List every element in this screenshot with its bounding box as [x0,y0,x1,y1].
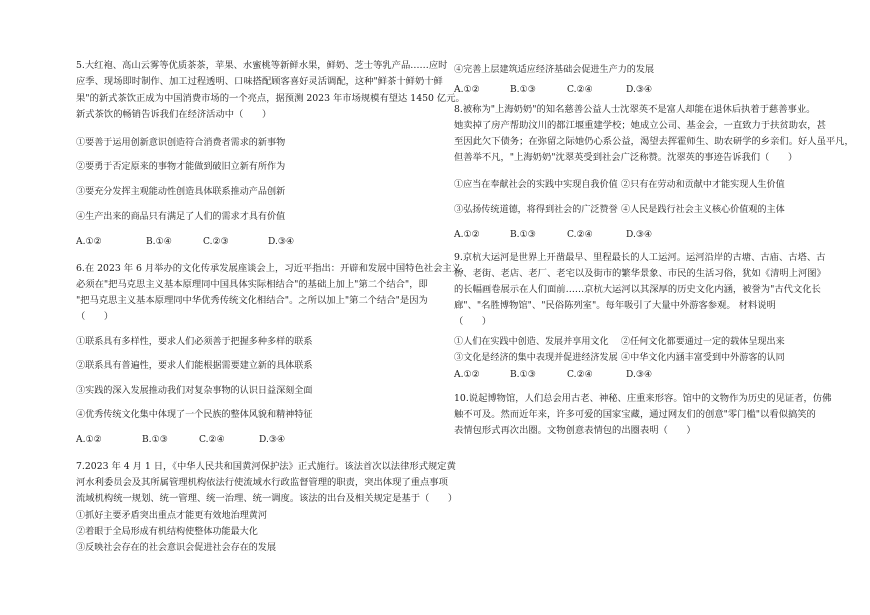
question-7-stem-line-1: 7.2023 年 4 月 1 日，《中华人民共和国黄河保护法》正式施行。该法首次以法律形式规定黄 [76,461,456,472]
question-5-stem-line-1: 5.大红袍、高山云雾等优质茶茶，苹果、水蜜桃等新鲜水果，鲜奶、芝士等乳产品……应时 [76,60,448,71]
question-8-item-2: ②只有在劳动和贡献中才能实现人生价值 [621,180,785,190]
question-6-option-c: C.②④ [199,435,225,445]
question-7-option-c: C.②④ [567,85,593,95]
question-6-item-3: ③实践的深入发展推动我们对复杂事物的认识日益深刻全面 [76,386,313,396]
question-8-item-4: ④人民是践行社会主义核心价值观的主体 [621,205,785,215]
question-5-option-b: B.①④ [146,237,172,247]
question-7-stem-line-2: 河水利委员会及其所属管理机构依法行使流域水行政监督管理的职责，突出体现了重点事项 [76,477,448,488]
question-8-option-d: D.③④ [626,230,653,240]
question-8-option-c: C.②④ [567,230,593,240]
question-5-option-c: C.②③ [203,237,229,247]
question-5-stem-line-4: 新式茶饮的畅销告诉我们在经济活动中（ ） [76,109,272,120]
question-5-option-d: D.③④ [268,237,295,247]
question-7-option-a: A.①② [454,85,480,95]
question-7-stem-line-3: 流域机构统一规划、统一管理、统一治理、统一调度。该法的出台及相关规定是基于（ ） [76,493,458,504]
question-8-option-b: B.①③ [510,230,536,240]
question-10-stem-line-2: 触不可及。然而近年来，许多可爱的国家宝藏，通过网友们的创意"零门槛"以看似搞笑的 [454,409,816,420]
right-column [435,0,870,615]
question-8-item-3: ③弘扬传统道德，将得到社会的广泛赞誉 [454,205,618,215]
question-9-option-b: B.①③ [510,370,536,380]
question-6-item-4: ④优秀传统文化集中体现了一个民族的整体风貌和精神特征 [76,410,313,420]
question-6-stem-line-1: 6.在 2023 年 6 月举办的文化传承发展座谈会上，习近平指出：开辟和发展中国特色社会主义， [76,263,471,274]
question-10-stem-line-1: 10.说起博物馆，人们总会用古老、神秘、庄重来形容。馆中的文物作为历史的见证者，仿佛 [454,393,832,404]
question-9-item-3: ③文化是经济的集中表现并促进经济发展 [454,353,618,363]
question-5-item-4: ④生产出来的商品只有满足了人们的需求才具有价值 [76,212,286,222]
question-9-item-2: ②任何文化都要通过一定的载体呈现出来 [621,337,785,347]
question-9-option-c: C.②④ [567,370,593,380]
question-5-item-3: ③要充分发挥主观能动性创造具体联系推动产品创新 [76,187,286,197]
question-6-stem-line-3: "把马克思主义基本原理同中华优秀传统文化相结合"。之所以加上"第二个结合"是因为 [76,295,428,306]
question-6-stem-line-2: 必须在"把马克思主义基本原理同中国具体实际相结合"的基础上加上"第二个结合"，即 [76,279,428,290]
question-5-item-1: ①要善于运用创新意识创造符合消费者需求的新事物 [76,138,286,148]
question-6-stem-line-4: （ ） [76,311,114,322]
question-7-item-4: ④完善上层建筑适应经济基础会促进生产力的发展 [454,65,655,75]
question-8-stem-line-3: 至因此欠下债务；在弥留之际她仍心系公益，渴望去挥霍师生、助农研学的乡亲们。好人虽平凡， [454,136,854,147]
question-5-option-a: A.①② [76,237,102,247]
question-6-option-d: D.③④ [259,435,286,445]
question-8-stem-line-2: 她卖掉了房产帮助汶川的都江堰重建学校；她成立公司、基金会，一直致力于扶贫助农，甚 [454,120,826,131]
question-5-item-2: ②要勇于否定原来的事物才能做到破旧立新有所作为 [76,162,286,172]
question-9-stem-line-4: 廊"、"名胜博物馆"、"民俗陈列室"。每年吸引了大量中外游客参观。 材料说明 [454,300,776,311]
question-7-item-2: ②着眼于全局形成有机结构使整体功能最大化 [76,527,258,537]
question-9-option-a: A.①② [454,370,480,380]
question-9-item-4: ④中华文化内涵丰富受到中外游客的认同 [621,353,785,363]
question-9-stem-line-3: 的长幅画卷展示在人们面前……京杭大运河以其深厚的历史文化内涵，被誉为"古代文化长 [454,284,821,295]
question-6-option-a: A.①② [76,435,102,445]
question-5-stem-line-2: 应季、现场即时制作、加工过程透明、口味搭配顾客喜好灵活调配，这种"鲜茶十鲜奶十鲜 [76,76,443,87]
question-7-option-d: D.③④ [626,85,653,95]
question-9-item-1: ①人们在实践中创造、发展并享用文化 [454,337,609,347]
question-5-stem-line-3: 果"的新式茶饮正成为中国消费市场的一个亮点，据预测 2023 年市场规模有望达 1450 亿元。 [76,93,465,104]
question-8-option-a: A.①② [454,230,480,240]
question-9-stem-line-5: （ ） [454,316,492,327]
question-7-item-3: ③反映社会存在的社会意识会促进社会存在的发展 [76,543,277,553]
question-7-option-b: B.①③ [510,85,536,95]
question-9-option-d: D.③④ [626,370,653,380]
question-8-item-1: ①应当在奉献社会的实践中实现自我价值 [454,180,618,190]
question-6-option-b: B.①③ [142,435,168,445]
question-9-stem-line-1: 9.京杭大运河是世界上开凿最早、里程最长的人工运河。运河沿岸的古塘、古庙、古塔、古 [454,252,826,263]
question-8-stem-line-4: 但善举不凡，"上海奶奶"沈翠英受到社会广泛称赞。沈翠英的事迹告诉我们（ ） [454,152,798,163]
question-9-stem-line-2: 桥、老街、老店、老厂、老宅以及街市的繁华景象、市民的生活习俗，犹如《清明上河图》 [454,268,826,279]
question-7-item-1: ①抓好主要矛盾突出重点才能更有效地治理黄河 [76,511,267,521]
question-10-stem-line-3: 表情包形式再次出圈。文物创意表情包的出圈表明（ ） [454,425,696,436]
question-6-item-1: ①联系具有多样性，要求人们必须善于把握多种多样的联系 [76,337,313,347]
question-8-stem-line-1: 8.被称为"上海奶奶"的知名慈善公益人士沈翠英不是富人却能在退休后执着于慈善事业。 [454,104,816,115]
question-6-item-2: ②联系具有普遍性，要求人们能根据需要建立新的具体联系 [76,361,313,371]
